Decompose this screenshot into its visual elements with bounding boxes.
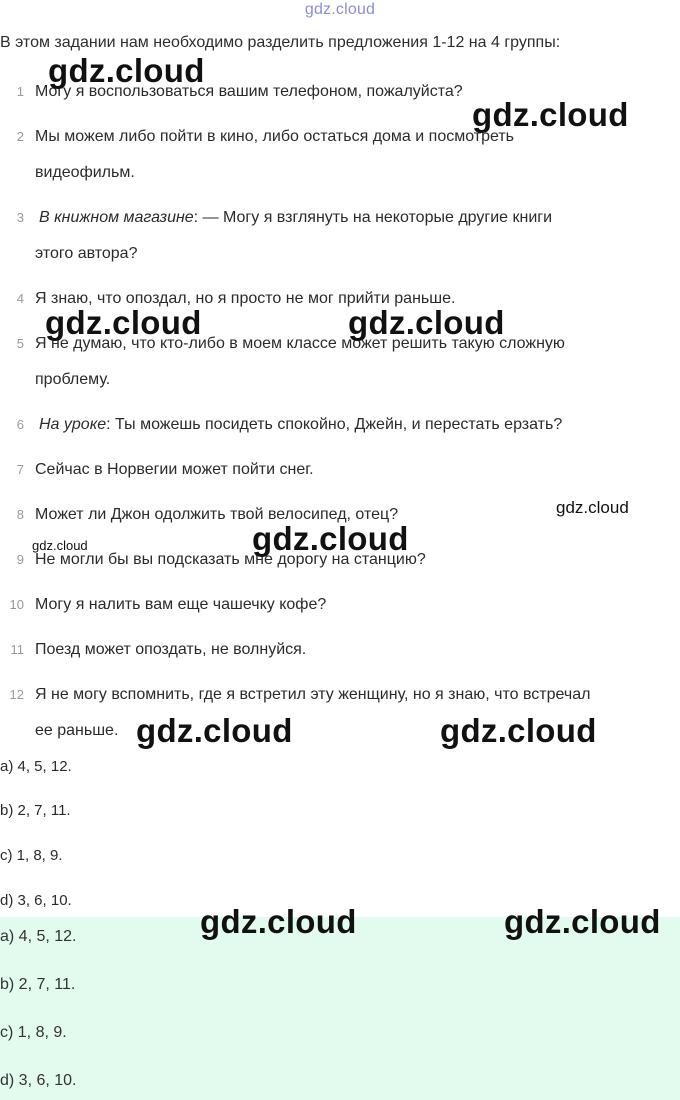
highlighted-answer-c: c) 1, 8, 9. xyxy=(0,1024,67,1041)
sentence-number: 6 xyxy=(16,417,24,432)
watermark: gdz.cloud xyxy=(556,498,629,517)
top-watermark: gdz.cloud xyxy=(304,1,376,18)
sentence-text: Могу я налить вам еще чашечку кофе? xyxy=(35,596,327,613)
sentence-text: Не могли бы вы подсказать мне дорогу на станцию? xyxy=(35,551,426,568)
sentence-number: 9 xyxy=(16,552,24,567)
sentence-number: 2 xyxy=(16,129,24,144)
watermark: gdz.cloud xyxy=(200,903,357,940)
sentence-text: : — Могу я взглянуть на некоторые другие книги xyxy=(193,209,553,226)
highlighted-answer-a: a) 4, 5, 12. xyxy=(0,928,77,945)
sentence-text: Мы можем либо пойти в кино, либо остаться дома и посмотреть xyxy=(35,128,515,145)
sentence-text: Могу я воспользоваться вашим телефоном, пожалуйста? xyxy=(35,83,463,100)
sentence-text: Сейчас в Норвегии может пойти снег. xyxy=(35,461,314,478)
watermark: gdz.cloud xyxy=(348,304,505,341)
watermark: gdz.cloud xyxy=(32,538,88,553)
highlighted-answer-b: b) 2, 7, 11. xyxy=(0,976,76,993)
task-intro: В этом задании нам необходимо разделить предложения 1-12 на 4 группы: xyxy=(0,34,561,51)
sentence-text: : Ты можешь посидеть спокойно, Джейн, и перестать ерзать? xyxy=(106,416,563,433)
sentence-text: Я знаю, что опоздал, но я просто не мог прийти раньше. xyxy=(35,290,456,307)
sentence-number: 11 xyxy=(10,642,24,657)
sentence-text-cont: этого автора? xyxy=(35,245,138,262)
watermark: gdz.cloud xyxy=(136,712,293,749)
answer-a: a) 4, 5, 12. xyxy=(0,758,72,775)
sentence-number: 7 xyxy=(16,462,24,477)
sentence-text: Я не могу вспомнить, где я встретил эту женщину, но я знаю, что встречал xyxy=(35,686,591,703)
sentence-number: 4 xyxy=(16,291,24,306)
watermark: gdz.cloud xyxy=(48,52,205,89)
sentence-text: Может ли Джон одолжить твой велосипед, отец? xyxy=(35,506,399,523)
sentence-context: На уроке xyxy=(39,416,107,433)
watermark: gdz.cloud xyxy=(440,712,597,749)
watermark: gdz.cloud xyxy=(472,96,629,133)
watermark: gdz.cloud xyxy=(252,520,409,557)
answer-b: b) 2, 7, 11. xyxy=(0,802,71,819)
sentence-text: Я не думаю, что кто-либо в моем классе может решить такую сложную xyxy=(35,335,565,352)
answer-c: c) 1, 8, 9. xyxy=(0,847,63,864)
sentence-context: В книжном магазине xyxy=(39,209,194,226)
watermark: gdz.cloud xyxy=(45,304,202,341)
sentence-number: 8 xyxy=(16,507,24,522)
sentence-number: 1 xyxy=(16,84,24,99)
sentence-number: 12 xyxy=(9,687,24,702)
sentence-number: 10 xyxy=(9,597,24,612)
highlighted-answer-panel xyxy=(0,917,680,1100)
sentence-text: Поезд может опоздать, не волнуйся. xyxy=(35,641,307,658)
answer-d: d) 3, 6, 10. xyxy=(0,892,72,909)
watermark: gdz.cloud xyxy=(504,903,661,940)
highlighted-answer-d: d) 3, 6, 10. xyxy=(0,1072,77,1089)
sentence-number: 5 xyxy=(16,336,24,351)
sentence-text-cont: ее раньше. xyxy=(35,722,119,739)
sentence-text-cont: проблему. xyxy=(35,371,111,388)
sentence-number: 3 xyxy=(16,210,24,225)
sentence-text-cont: видеофильм. xyxy=(35,164,135,181)
